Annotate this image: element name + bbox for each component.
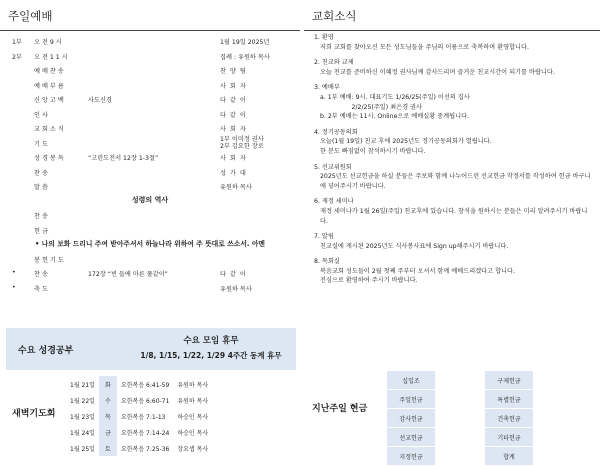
worship-row [0,135,292,150]
worship-row [0,153,292,164]
news-head: 5. 선교위원회 [314,163,352,171]
bullet: • [12,283,16,291]
offering-name: 감사헌금 [387,409,436,428]
item-name: 말 씀 [34,184,48,191]
item-name: 신 앙 고 백 [34,97,64,104]
offering-name: 선교헌금 [387,428,436,447]
item-person: 찬 양 팀 [220,68,246,75]
news-body: 재정 세미나가 1월 26일(주일) 친교후에 있습니다. 참석을 원하시는 분들은 미리 알려주시기 바랍니다. [320,207,588,225]
news-head: 8. 목회실 [314,258,340,266]
dawn-person: 유원하 목사 [177,381,209,389]
wednesday-line2: 1/8, 1/15, 1/22, 1/29 4주간 동계 휴무 [140,351,282,360]
dawn-date: 1월 23일 [70,413,95,421]
dawn-text: 요한복음 6:41-59 [120,381,170,389]
news-body: 오늘 친교를 준비하신 이혜정 권사님께 감사드리며 즐거운 친교시간이 되기를 바랍니다. [320,68,555,76]
offering-amount [534,371,583,390]
news-item [314,83,592,121]
offering-row [387,428,583,447]
dawn-row [66,376,212,392]
item-name: 찬 송 [34,213,48,220]
offering-label: 지난주일 현금 [312,404,368,414]
item-person: 사 회 자 [220,155,246,162]
dawn-person: 유원하 목사 [177,397,209,405]
dawn-row [66,392,212,408]
dawn-date: 1월 24일 [70,429,95,437]
dawn-text: 요한복음 7:1-13 [120,413,166,421]
offering-row [387,409,583,428]
item-person: 다 같 이 [220,111,246,119]
news-item [314,257,592,286]
offering-name: 합계 [485,447,534,466]
offering-name: 구제헌금 [485,371,534,390]
offering-name: 십일조 [387,371,436,390]
item-detail: 사도신경 [88,97,112,104]
item-name: 성 경 봉 독 [34,155,64,162]
right-column [304,0,600,464]
news-head: 3. 예배부 [314,84,340,92]
item-person: 다 같 이 [220,271,246,278]
offering-amount [436,390,485,409]
item-person: 성 가 대 [220,169,246,177]
news-head: 1. 환영 [314,34,334,41]
offering-amount [534,409,583,428]
item-name: 봉 헌 기 도 [34,256,64,264]
offering-name: 주일헌금 [387,390,436,409]
wednesday-label: 수요 성경공부 [18,346,74,356]
news-body: 2025년도 선교헌금을 하실 분들은 주보와 함께 나누어드린 선교헌금 작정서를 작성하여 헌금 바구니에 넣어주시기 바랍니다. [320,173,591,190]
worship-row [0,66,292,77]
item-person: 사 회 자 [220,82,246,90]
item-person: 다 같 이 [220,97,246,104]
dawn-label: 새벽기도회 [12,409,56,419]
item-name: 축 도 [34,285,48,293]
sermon-title: 성령의 역사 [131,195,169,204]
dawn-prayer [0,376,300,464]
worship-row [0,211,292,222]
news-head: 2. 친교와 교제 [314,59,354,67]
dawn-day: 수 [99,392,117,408]
offering-name: 기타헌금 [485,428,534,447]
item-name: 헌 금 [34,227,48,235]
news-item [314,163,592,192]
news-item [314,58,592,77]
offering-amount [534,447,583,466]
worship-row [0,255,292,266]
offering-name: 특별헌금 [485,390,534,409]
dawn-date: 1월 22일 [70,397,95,405]
item-person: 사 회 자 [220,126,246,133]
news-body: a. 1부 예배: 9시. 대표기도 1/26/25(주일) 이선의 집사 2/2/25(주일) 최은경 권사 b. 2부 예배는 11시. Online으로 예배실황 중계됩니다. [320,93,470,121]
offering-amount [534,390,583,409]
item-name: 찬 송 [34,271,48,278]
news-body: 오늘(1월 19일) 친교 후에 2025년도 정기공동의회가 열립니다. 한 분도 빠짐없이 참석하시기 바랍니다. [320,138,492,155]
offering-amount [436,409,485,428]
worship-row [0,226,292,237]
offering-amount [436,371,485,390]
news-item [314,197,592,226]
offering-amount [436,428,485,447]
dawn-text: 요한복음 6:60-71 [120,397,170,405]
dawn-row [66,408,212,424]
worship-row [0,182,292,193]
news-item [314,128,592,157]
dawn-text: 요한복음 7:14-24 [120,429,170,437]
offering-name: 지정헌금 [387,447,436,466]
dawn-row [66,440,212,456]
service-part: 2부 [12,53,22,61]
dawn-person: 하승인 목사 [177,413,209,421]
dawn-date: 1월 25일 [70,445,95,453]
service-time: 오 전 9 시 [34,39,62,46]
worship-row [0,110,292,121]
worship-row [0,52,292,63]
item-person: 1부 이미정 권사 2부 김요한 장로 [220,135,264,150]
worship-row [0,37,292,48]
dawn-person: 장요셉 목사 [177,445,209,453]
dawn-table [66,376,212,456]
dawn-date: 1월 21일 [70,381,95,389]
dawn-day: 화 [99,376,117,392]
worship-row [0,284,292,295]
worship-row [0,81,292,92]
wednesday-box [6,328,296,370]
service-date: 1월 19일 2025년 [220,39,270,46]
item-person: 유원하 목사 [220,285,252,293]
worship-order [0,31,300,351]
news-head: 4. 정기공동의회 [314,128,358,136]
offering-hymn-lyric: • 나의 보화 드리니 주여 받아주셔서 하늘나라 위하여 주 뜻대로 쓰소서. 아멘 [35,240,265,248]
offering-row [387,447,583,466]
service-time: 오 전 1 1 시 [34,53,68,61]
news-head: 7. 알림 [314,233,334,241]
wednesday-line1: 수요 모임 휴무 [183,336,239,346]
news-item [314,33,592,52]
item-name: 예 배 찬 송 [34,68,64,75]
dawn-day: 목 [99,408,117,424]
dawn-text: 요한복음 7:25-36 [120,445,170,453]
offering-section [304,368,600,464]
dawn-day: 금 [99,424,117,440]
bullet: • [12,269,16,276]
item-name: 인 사 [34,111,48,119]
offering-row [387,390,583,409]
news-body: 저희 교회를 찾아오신 모든 성도님들을 주님의 이름으로 축복하며 환영합니다. [320,43,529,51]
news-item [314,232,592,251]
offering-amount [436,447,485,466]
item-person: 유원하 목사 [220,184,252,191]
news-title: 교회소식 [304,0,600,31]
offering-row [387,371,583,390]
worship-row [0,269,292,280]
news-body: 친교실에 게시된 2025년도 식사봉사표에 Sign up해주시기 바랍니다. [320,242,509,250]
worship-row [0,124,292,135]
item-name: 찬 송 [34,169,48,177]
worship-title: 주일예배 [0,0,300,31]
worship-row [0,168,292,179]
news-head: 6. 재정 세미나 [314,198,354,206]
dawn-row [66,424,212,440]
service-part: 1부 [12,39,22,46]
item-name: 교 회 소 식 [34,126,64,133]
item-name: 예 배 부 름 [34,82,64,90]
item-detail: 172장 “빈 들에 마른 풀같이” [88,271,168,278]
service-leader: 집례 : 유원하 목사 [220,53,270,61]
news-body: 복음교회 성도들이 2월 첫째 주부터 오셔서 함께 예배드리겠다고 합니다. 진심으로 환영하여 주시기 바랍니다. [320,267,515,285]
offering-amount [534,428,583,447]
dawn-day: 토 [99,440,117,456]
left-column [0,0,300,464]
news-list [304,31,600,286]
worship-row [0,95,292,106]
offering-name: 건축헌금 [485,409,534,428]
item-name: 기 도 [34,140,48,148]
item-detail: “고린도전서 12장 1-3절” [88,155,159,162]
dawn-person: 하승인 목사 [177,429,209,437]
offering-table [386,370,583,466]
